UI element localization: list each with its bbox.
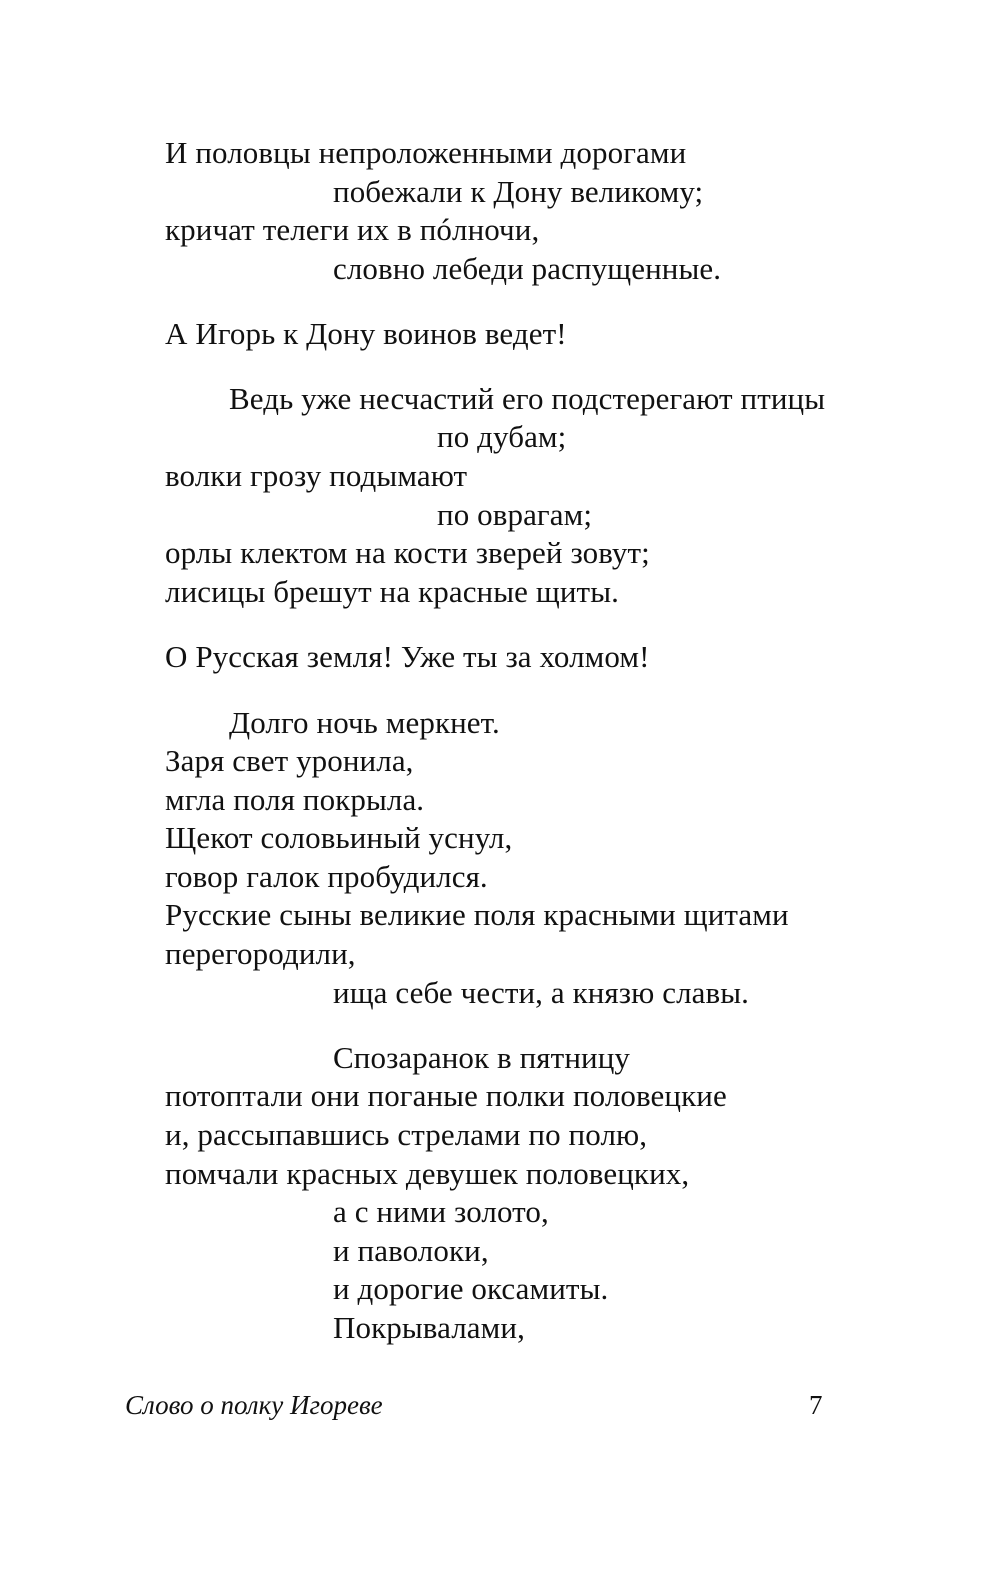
verse-line: по оврагам; — [437, 497, 593, 532]
verse-line: Заря свет уронила, — [165, 743, 414, 778]
verse-line: говор галок пробудился. — [165, 859, 488, 894]
verse-line: словно лебеди распущенные. — [333, 251, 722, 286]
verse-line: кричат телеги их в пóлночи, — [165, 212, 540, 247]
verse-line: и дорогие оксамиты. — [333, 1271, 609, 1306]
verse-line: волки грозу подымают — [165, 458, 468, 493]
verse-line: лисицы брешут на красные щиты. — [165, 574, 619, 609]
verse-line: Щекот соловьиный уснул, — [165, 820, 513, 855]
verse-line: орлы клектом на кости зверей зовут; — [165, 535, 650, 570]
running-footer-title: Слово о полку Игореве — [125, 1390, 383, 1420]
verse-line: Долго ночь меркнет. — [229, 705, 500, 740]
verse-line: и паволоки, — [333, 1233, 489, 1268]
verse-line: помчали красных девушек половецких, — [165, 1156, 690, 1191]
verse-line: побежали к Дону великому; — [333, 174, 704, 209]
verse-line: по дубам; — [437, 419, 567, 454]
verse-line: потоптали они поганые полки половецкие — [165, 1078, 727, 1113]
verse-line: мгла поля покрыла. — [165, 782, 425, 817]
verse-line: Русские сыны великие поля красными щитами — [165, 897, 789, 932]
verse-line: и, рассыпавшись стрелами по полю, — [165, 1117, 648, 1152]
verse-line: А Игорь к Дону воинов ведет! — [165, 316, 567, 351]
verse-line: О Русская земля! Уже ты за холмом! — [165, 639, 650, 674]
verse-line: И половцы непроложенными дорогами — [165, 135, 687, 170]
verse-line: Ведь уже несчастий его подстерегают птицы — [229, 381, 826, 416]
page-number: 7 — [809, 1390, 823, 1420]
verse-line: Покрывалами, — [333, 1310, 525, 1345]
verse-line: а с ними золото, — [333, 1194, 549, 1229]
verse-line: перегородили, — [165, 936, 356, 971]
verse-line: ища себе чести, а князю славы. — [333, 975, 750, 1010]
verse-line: Спозаранок в пятницу — [333, 1040, 630, 1075]
